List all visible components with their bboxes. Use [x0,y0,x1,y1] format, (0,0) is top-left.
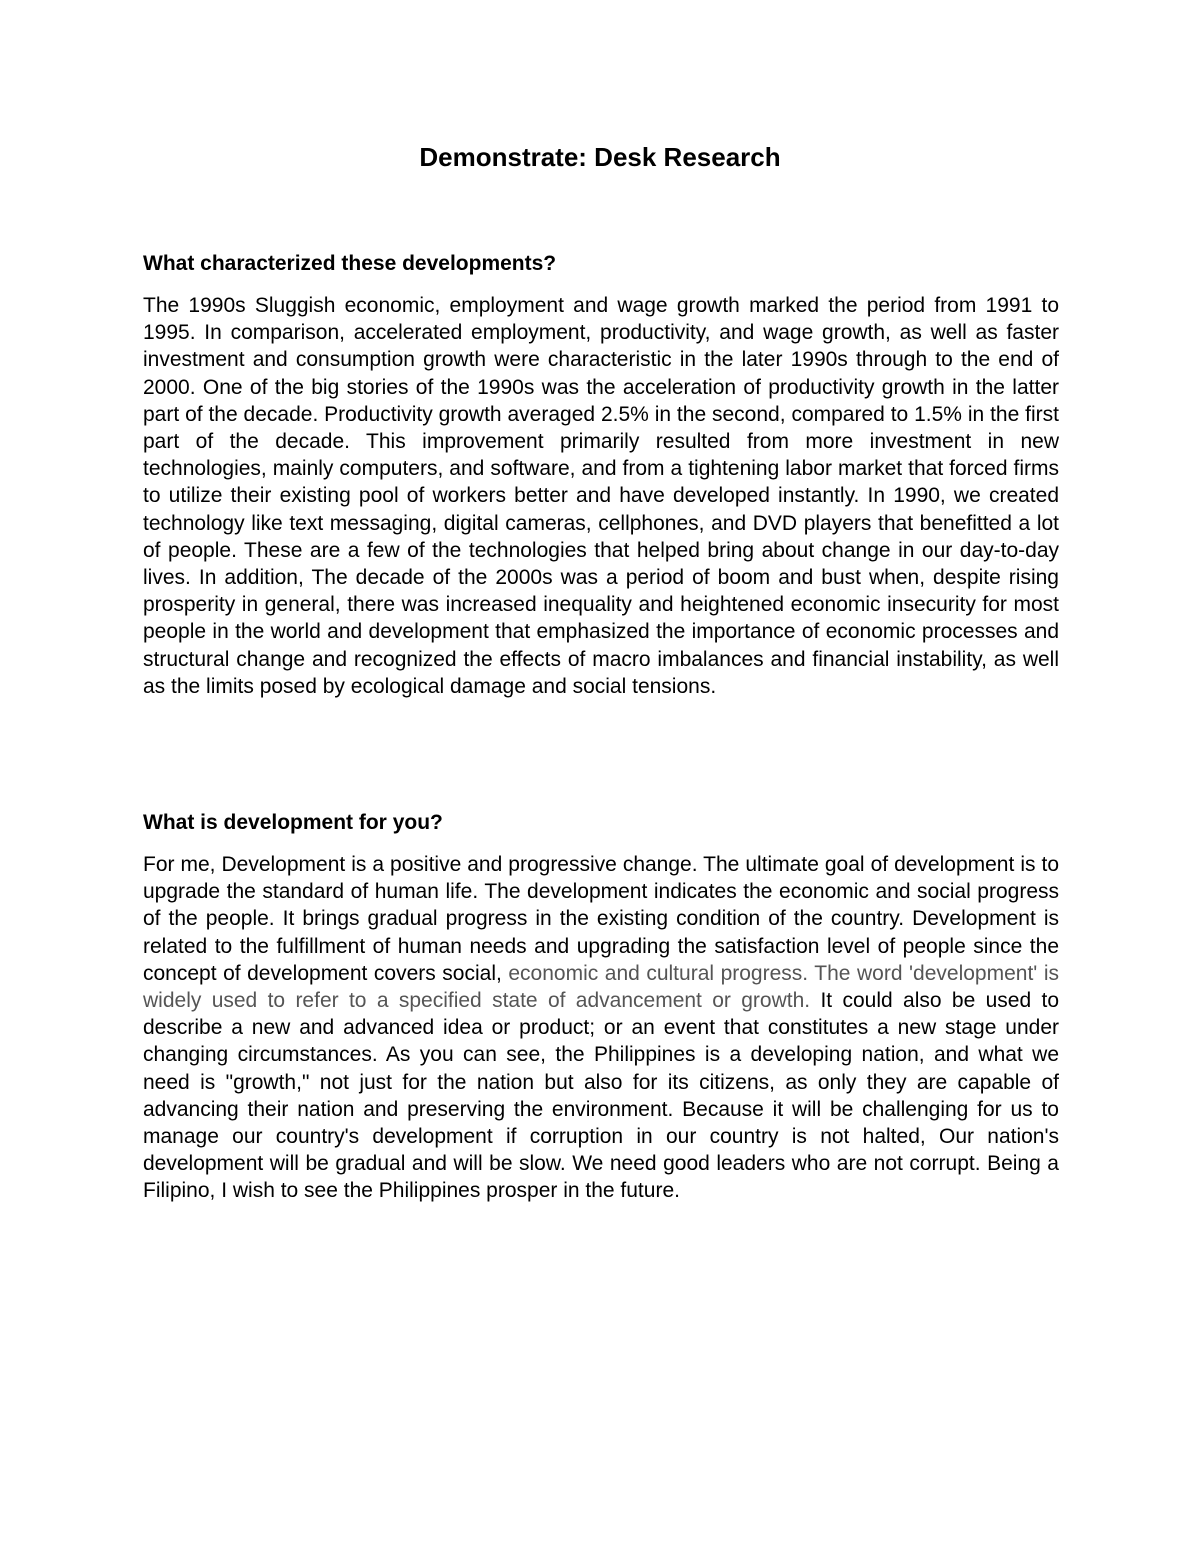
section-body: The 1990s Sluggish economic, employment and wage growth marked the period from 1991 to 1995. In comparison, accelerated employment, productivity, and wage growth, as well as faster investment and consumption growth were characteristic in the later 1990s through to the end of 2000. One of the big stories of the 1990s was the acceleration of productivity growth in the latter part of the decade. Productivity growth averaged 2.5% in the second, compared to 1.5% in the first part of the decade. This improvement primarily resulted from more investment in new technologies, mainly computers, and software, and from a tightening labor market that forced firms to utilize their existing pool of workers better and have developed instantly. In 1990, we created technology like text messaging, digital cameras, cellphones, and DVD players that benefitted a lot of people. These are a few of the technologies that helped bring about change in our day-to-day lives. In addition, The decade of the 2000s was a period of boom and bust when, despite rising prosperity in general, there was increased inequality and heightened economic insecurity for most people in the world and development that emphasized the importance of economic processes and structural change and recognized the effects of macro imbalances and financial instability, as well as the limits posed by ecological damage and social tensions. [143,294,1059,698]
body-text-part-muted: economic and cultural progress. The word 'development' is widely used to refer to a specified state of advancement or growth. [143,961,1059,1013]
section-heading: What is development for you? [143,811,443,834]
body-text-part: For me, Development is a positive and progressive change. The ultimate goal of development is to upgrade the standard of human life. The development indicates the economic and social progress of the people. It brings gradual progress in the existing condition of the country. Development is related to the fulfillment of human needs and upgrading the satisfaction level of people since the concept of development covers social, [143,853,1059,985]
document-title: Demonstrate: Desk Research [419,142,781,172]
section-developments [143,250,1059,700]
section-body [143,851,1059,1205]
section-heading: What characterized these developments? [143,252,557,275]
section-development-for-you [143,809,1059,1205]
body-text-part: It could also be used to describe a new and advanced idea or product; or an event that constitutes a new stage under changing circumstances. As you can see, the Philippines is a developing nation, and what we need is "growth," not just for the nation but also for its citizens, as only they are capable of advancing their nation and preserving the environment. Because it will be challenging for us to manage our country's development if corruption in our country is not halted, Our nation's development will be gradual and will be slow. We need good leaders who are not corrupt. Being a Filipino, I wish to see the Philippines prosper in the future. [143,989,1059,1203]
